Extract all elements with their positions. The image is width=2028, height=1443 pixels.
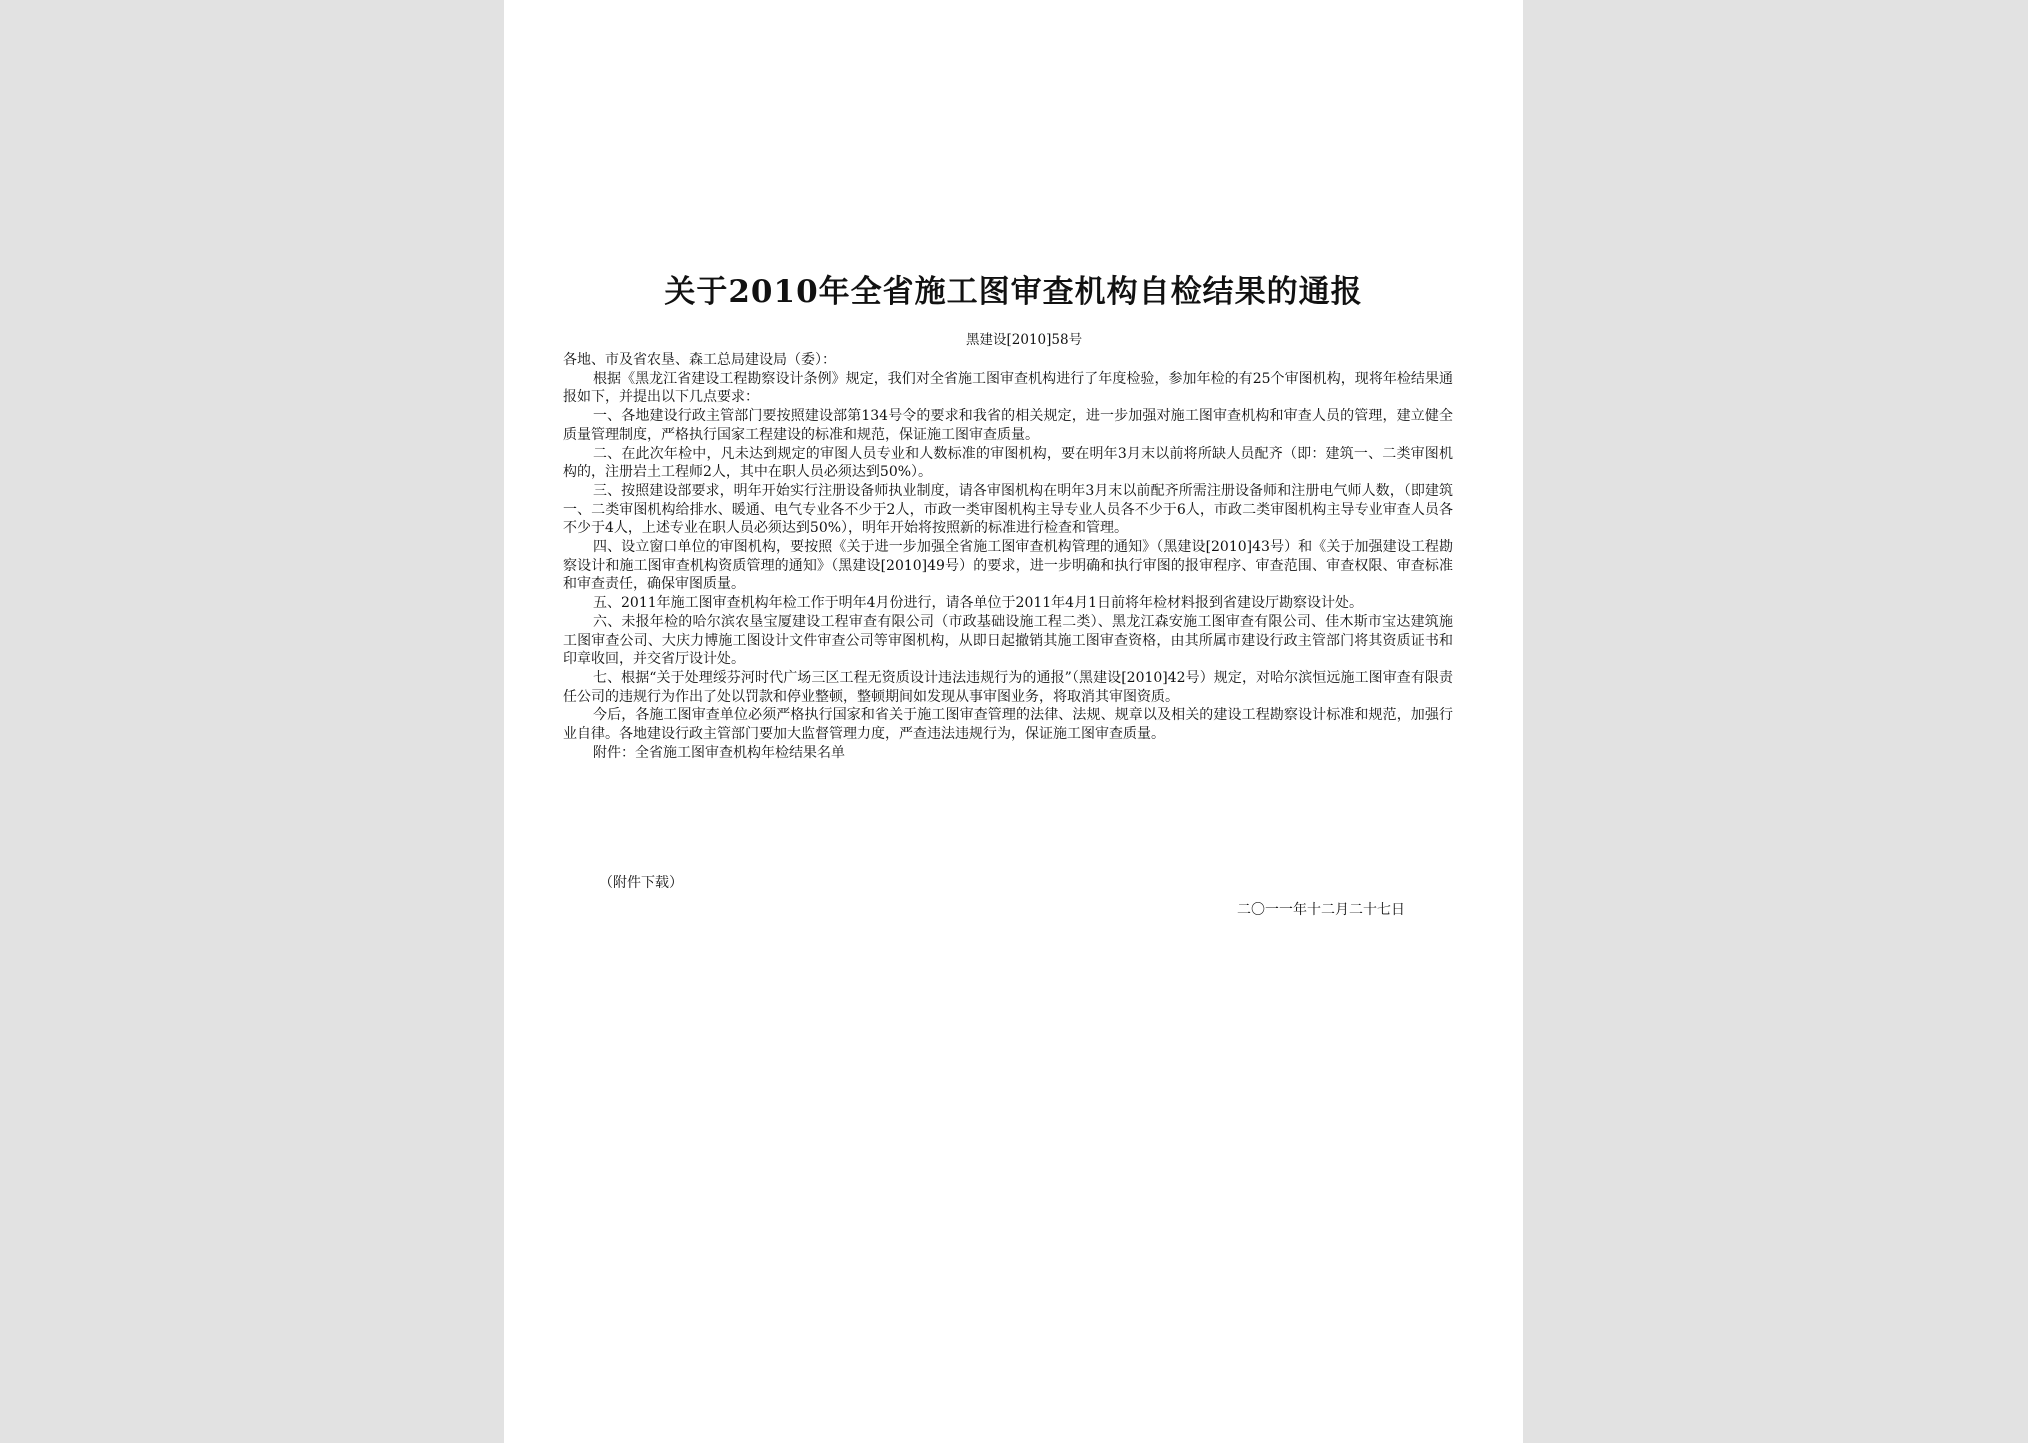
paragraph-item-1: 一、各地建设行政主管部门要按照建设部第134号令的要求和我省的相关规定，进一步加强对施工图审查机构和审查人员的管理，建立健全质量管理制度，严格执行国家工程建设的标准和规范，保证施工图审查质量。 <box>563 408 1453 443</box>
attachment-line: 附件：全省施工图审查机构年检结果名单 <box>593 744 845 761</box>
paragraph-intro: 根据《黑龙江省建设工程勘察设计条例》规定，我们对全省施工图审查机构进行了年度检验，参加年检的有25个审图机构，现将年检结果通报如下，并提出以下几点要求： <box>563 370 1453 406</box>
document-date: 二〇一一年十二月二十七日 <box>1237 902 1405 918</box>
attachment-download-link[interactable]: （附件下载） <box>599 875 683 891</box>
document-body <box>563 351 1453 762</box>
paragraph-item-2: 二、在此次年检中，凡未达到规定的审图人员专业和人数标准的审图机构，要在明年3月末以前将所缺人员配齐（即：建筑一、二类审图机构的，注册岩土工程师2人，其中在职人员必须达到50%）。 <box>563 445 1453 481</box>
document-number: 黑建设[2010]58号 <box>966 332 1083 348</box>
addressee-line: 各地、市及省农垦、森工总局建设局（委）： <box>563 352 836 368</box>
document-page <box>504 0 1523 1443</box>
paragraph-item-6: 六、未报年检的哈尔滨农垦宝厦建设工程审查有限公司（市政基础设施工程二类）、黑龙江森安施工图审查有限公司、佳木斯市宝达建筑施工图审查公司、大庆力博施工图设计文件审查公司等审图机构，从即日起撤销其施工图审查资格，由其所属市建设行政主管部门将其资质证书和印章收回，并交省厅设计处。 <box>563 613 1453 668</box>
paragraph-item-3: 三、按照建设部要求，明年开始实行注册设备师执业制度，请各审图机构在明年3月末以前配齐所需注册设备师和注册电气师人数，（即建筑一、二类审图机构给排水、暖通、电气专业各不少于2人，市政一类审图机构主导专业人员各不少于6人，市政二类审图机构主导专业审查人员各不少于4人，上述专业在职人员必须达到50%），明年开始将按照新的标准进行检查和管理。 <box>563 482 1453 537</box>
paragraph-item-5: 五、2011年施工图审查机构年检工作于明年4月份进行，请各单位于2011年4月1日前将年检材料报到省建设厅勘察设计处。 <box>593 595 1363 612</box>
paragraph-item-4: 四、设立窗口单位的审图机构，要按照《关于进一步加强全省施工图审查机构管理的通知》（黑建设[2010]43号）和《关于加强建设工程勘察设计和施工图审查机构资质管理的通知》（黑建设[2010]49号）的要求，进一步明确和执行审图的报审程序、审查范围、审查权限、审查标准和审查责任，确保审图质量。 <box>563 539 1453 593</box>
paragraph-item-7: 七、根据“关于处理绥芬河时代广场三区工程无资质设计违法违规行为的通报”（黑建设[2010]42号）规定，对哈尔滨恒远施工图审查有限责任公司的违规行为作出了处以罚款和停业整顿，整顿期间如发现从事审图业务，将取消其审图资质。 <box>563 669 1453 705</box>
paragraph-closing: 今后，各施工图审查单位必须严格执行国家和省关于施工图审查管理的法律、法规、规章以及相关的建设工程勘察设计标准和规范，加强行业自律。各地建设行政主管部门要加大监督管理力度，严查违法违规行为，保证施工图审查质量。 <box>563 707 1453 743</box>
document-title: 关于2010年全省施工图审查机构自检结果的通报 <box>664 274 1363 310</box>
